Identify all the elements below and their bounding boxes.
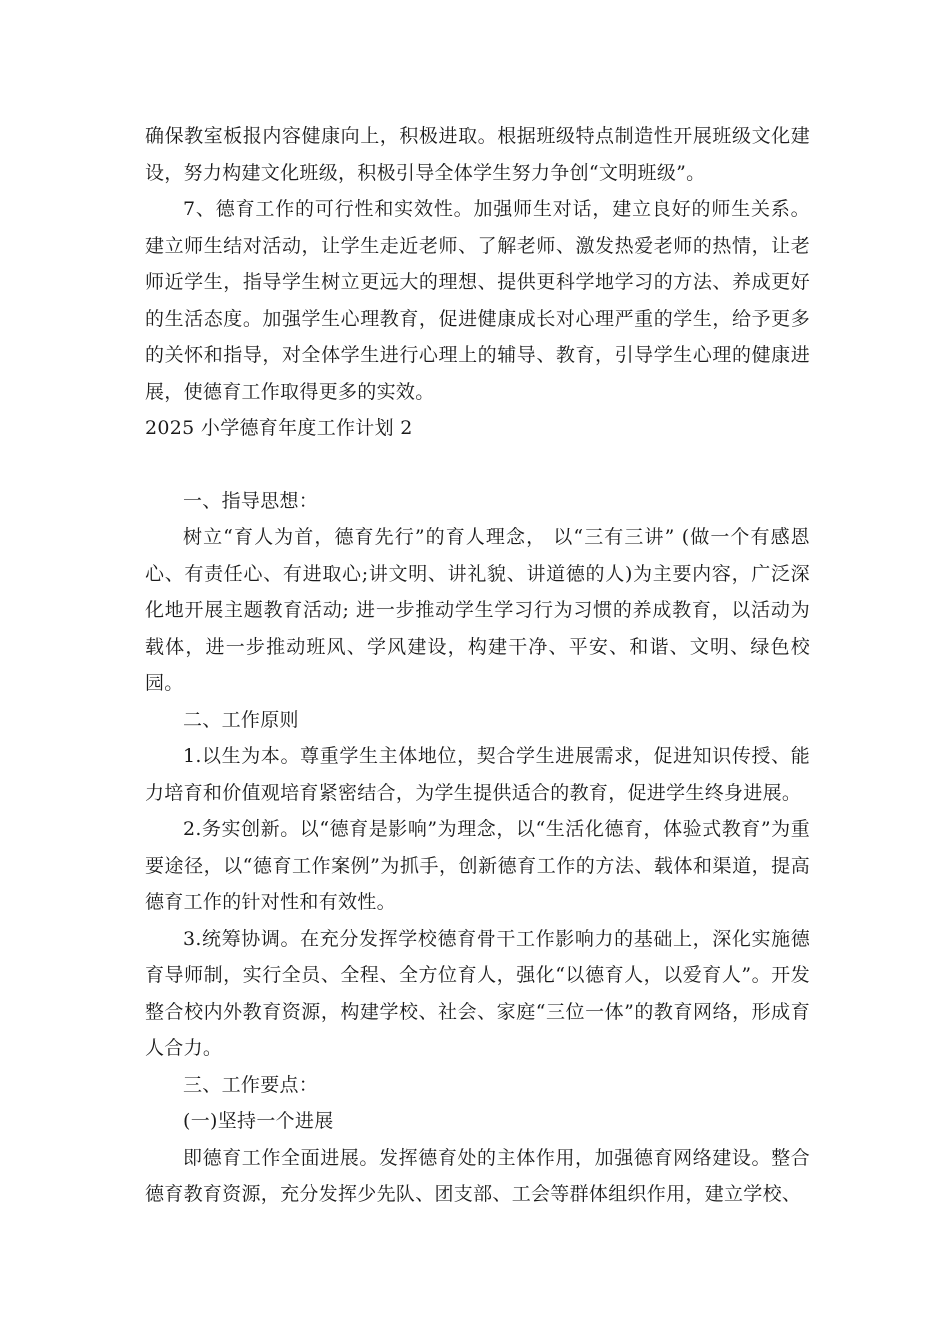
paragraph-principle-3: 3.统筹协调。在充分发挥学校德育骨干工作影响力的基础上，深化实施德育导师制，实行全员、全程、全方位育人，强化“以德育人，以爱育人”。开发整合校内外教育资源，构建学校、社会、家庭“三位一体”的教育网络，形成育人合力。 [145,927,810,1059]
paragraph-principle-1: 1.以生为本。尊重学生主体地位，契合学生进展需求，促进知识传授、能力培育和价值观培育紧密结合，为学生提供适合的教育，促进学生终身进展。 [145,745,810,804]
blank-line [145,447,810,483]
paragraph-item-7: 7、德育工作的可行性和实效性。加强师生对话，建立良好的师生关系。建立师生结对活动，让学生走近老师、了解老师、激发热爱老师的热情，让老师近学生，指导学生树立更远大的理想、提供更科学地学习的方法、养成更好的生活态度。加强学生心理教育，促进健康成长对心理严重的学生，给予更多的关怀和指导，对全体学生进行心理上的辅导、教育，引导学生心理的健康进展，使德育工作取得更多的实效。 [145,198,810,403]
paragraph-principle-2: 2.务实创新。以“德育是影响”为理念，以“生活化德育，体验式教育”为重要途径，以“德育工作案例”为抓手，创新德育工作的方法、载体和渠道，提高德育工作的针对性和有效性。 [145,818,810,913]
paragraph-one-development: 即德育工作全面进展。发挥德育处的主体作用，加强德育网络建设。整合德育教育资源，充分发挥少先队、团支部、工会等群体组织作用，建立学校、 [145,1146,810,1205]
paragraph-guiding-ideology: 树立“育人为首，德育先行”的育人理念， 以“三有三讲” (做一个有感恩心、有责任心、有进取心;讲文明、讲礼貌、讲道德的人)为主要内容，广泛深化地开展主题教育活动; 进一步推动学生学习行为习惯的养成教育，以活动为载体，进一步推动班风、学风建设，构建干净、平安、和谐、文明、绿色校园。 [145,526,810,694]
heading-work-principles: 二、工作原则 [183,708,299,731]
subheading-one-development: (一)坚持一个进展 [183,1110,334,1132]
heading-guiding-ideology: 一、指导思想： [183,489,319,512]
heading-work-points: 三、工作要点： [183,1073,319,1096]
document-body [145,118,810,1213]
section-title: 2025 小学德育年度工作计划 2 [145,417,413,439]
paragraph-class-culture: 确保教室板报内容健康向上，积极进取。根据班级特点制造性开展班级文化建设，努力构建文化班级，积极引导全体学生努力争创“文明班级”。 [145,125,810,184]
